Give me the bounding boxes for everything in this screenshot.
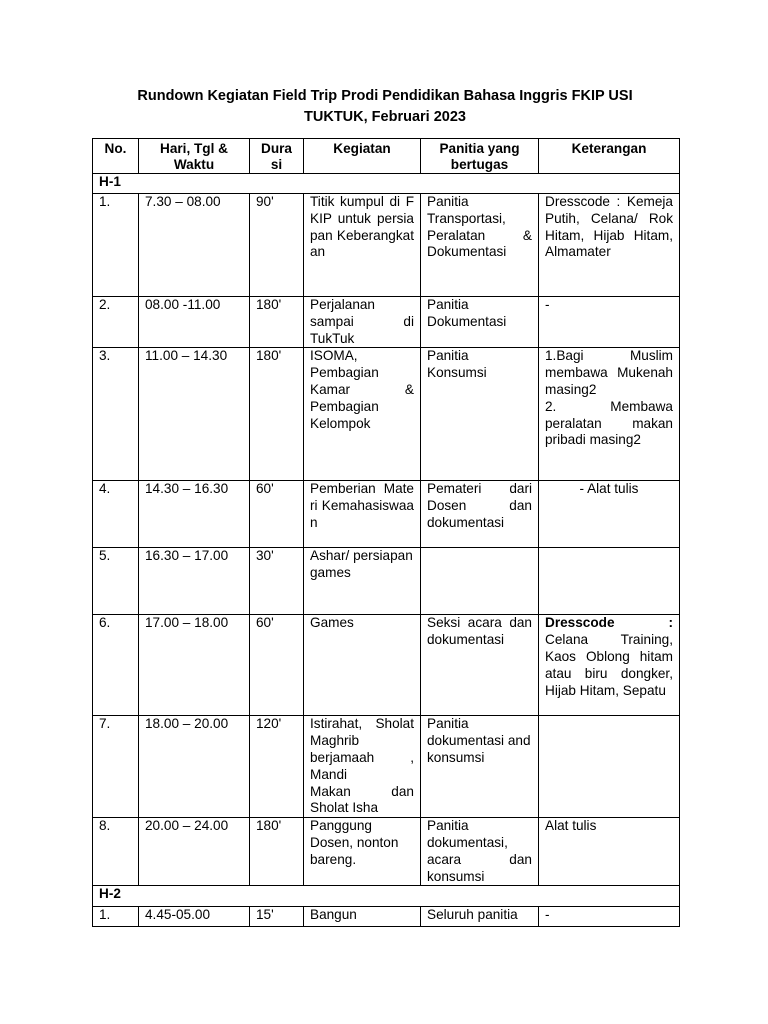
cell-keterangan: - bbox=[539, 297, 680, 348]
cell-waktu: 17.00 – 18.00 bbox=[139, 615, 250, 716]
cell-waktu: 4.45-05.00 bbox=[139, 907, 250, 927]
cell-durasi: 60' bbox=[250, 615, 304, 716]
cell-durasi: 15' bbox=[250, 907, 304, 927]
header-durasi: Dura si bbox=[250, 139, 304, 174]
cell-panitia: Seluruh panitia bbox=[421, 907, 539, 927]
header-kegiatan: Kegiatan bbox=[304, 139, 421, 174]
cell-keterangan bbox=[539, 716, 680, 818]
header-no: No. bbox=[93, 139, 139, 174]
cell-durasi: 180' bbox=[250, 297, 304, 348]
cell-waktu: 18.00 – 20.00 bbox=[139, 716, 250, 818]
cell-durasi: 60' bbox=[250, 481, 304, 548]
cell-kegiatan: Games bbox=[304, 615, 421, 716]
cell-waktu: 14.30 – 16.30 bbox=[139, 481, 250, 548]
header-keterangan: Keterangan bbox=[539, 139, 680, 174]
cell-kegiatan: ISOMA, Pembagian Kamar & Pembagian Kelompok bbox=[304, 348, 421, 481]
cell-kegiatan: Ashar/ persiapan games bbox=[304, 548, 421, 615]
kegiatan-item: Makan dan Sholat Isha bbox=[310, 783, 414, 816]
cell-waktu: 08.00 -11.00 bbox=[139, 297, 250, 348]
table-row bbox=[93, 194, 680, 297]
cell-panitia: Panitia dokumentasi and konsumsi bbox=[421, 716, 539, 818]
cell-panitia: Panitia Konsumsi bbox=[421, 348, 539, 481]
cell-kegiatan: Titik kumpul di FKIP untuk persiapan Keberangkatan bbox=[304, 194, 421, 297]
cell-no: 6. bbox=[93, 615, 139, 716]
cell-keterangan: Dresscode : Kemeja Putih, Celana/ Rok Hitam, Hijab Hitam, Almamater bbox=[539, 194, 680, 297]
table-header-row bbox=[93, 139, 680, 174]
kegiatan-item: Istirahat, Sholat Maghrib berjamaah , Mandi bbox=[310, 716, 414, 782]
table-row bbox=[93, 348, 680, 481]
cell-kegiatan: Pemberian Materi Kemahasiswaan bbox=[304, 481, 421, 548]
cell-durasi: 30' bbox=[250, 548, 304, 615]
cell-keterangan: Alat tulis bbox=[539, 818, 680, 886]
cell-panitia: Seksi acara dan dokumentasi bbox=[421, 615, 539, 716]
cell-kegiatan: Panggung Dosen, nonton bareng. bbox=[304, 818, 421, 886]
table-row bbox=[93, 297, 680, 348]
cell-keterangan: - bbox=[539, 907, 680, 927]
rundown-table bbox=[92, 138, 680, 927]
cell-panitia: Panitia dokumentasi, acara dan konsumsi bbox=[421, 818, 539, 886]
table-row bbox=[93, 615, 680, 716]
cell-keterangan bbox=[539, 548, 680, 615]
cell-keterangan bbox=[539, 348, 680, 481]
table-row bbox=[93, 716, 680, 818]
cell-durasi: 180' bbox=[250, 818, 304, 886]
title-line-2: TUKTUK, Februari 2023 bbox=[304, 109, 466, 125]
day-row bbox=[93, 886, 680, 907]
cell-durasi: 180' bbox=[250, 348, 304, 481]
cell-panitia: Panitia Dokumentasi bbox=[421, 297, 539, 348]
cell-keterangan: - Alat tulis bbox=[539, 481, 680, 548]
cell-panitia bbox=[421, 548, 539, 615]
cell-no: 1. bbox=[93, 194, 139, 297]
table-row bbox=[93, 548, 680, 615]
day-label: H-2 bbox=[93, 886, 680, 907]
cell-waktu: 16.30 – 17.00 bbox=[139, 548, 250, 615]
day-label: H-1 bbox=[93, 174, 680, 194]
cell-no: 7. bbox=[93, 716, 139, 818]
cell-kegiatan bbox=[304, 716, 421, 818]
table-row bbox=[93, 481, 680, 548]
cell-waktu: 11.00 – 14.30 bbox=[139, 348, 250, 481]
keterangan-item: 2. Membawa peralatan makan pribadi masing2 bbox=[545, 398, 673, 448]
keterangan-item: 1.Bagi Muslim membawa Mukenah masing2 bbox=[545, 348, 673, 397]
cell-panitia: Pemateri dari Dosen dan dokumentasi bbox=[421, 481, 539, 548]
cell-waktu: 20.00 – 24.00 bbox=[139, 818, 250, 886]
cell-panitia: Panitia Transportasi, Peralatan & Dokumentasi bbox=[421, 194, 539, 297]
header-waktu: Hari, Tgl & Waktu bbox=[139, 139, 250, 174]
cell-no: 5. bbox=[93, 548, 139, 615]
cell-no: 2. bbox=[93, 297, 139, 348]
cell-no: 8. bbox=[93, 818, 139, 886]
day-row bbox=[93, 174, 680, 194]
cell-kegiatan: Bangun bbox=[304, 907, 421, 927]
cell-no: 1. bbox=[93, 907, 139, 927]
cell-no: 4. bbox=[93, 481, 139, 548]
header-panitia: Panitia yang bertugas bbox=[421, 139, 539, 174]
dresscode-label: Dresscode : bbox=[545, 615, 673, 631]
table-row bbox=[93, 907, 680, 927]
table-row bbox=[93, 818, 680, 886]
keterangan-item: Celana Training, Kaos Oblong hitam atau biru dongker, Hijab Hitam, Sepatu bbox=[545, 632, 673, 698]
cell-kegiatan: Perjalanan sampai di TukTuk bbox=[304, 297, 421, 348]
document-title bbox=[92, 86, 678, 128]
cell-no: 3. bbox=[93, 348, 139, 481]
cell-keterangan bbox=[539, 615, 680, 716]
cell-waktu: 7.30 – 08.00 bbox=[139, 194, 250, 297]
cell-durasi: 90' bbox=[250, 194, 304, 297]
title-line-1: Rundown Kegiatan Field Trip Prodi Pendidikan Bahasa Inggris FKIP USI bbox=[137, 88, 633, 104]
cell-durasi: 120' bbox=[250, 716, 304, 818]
